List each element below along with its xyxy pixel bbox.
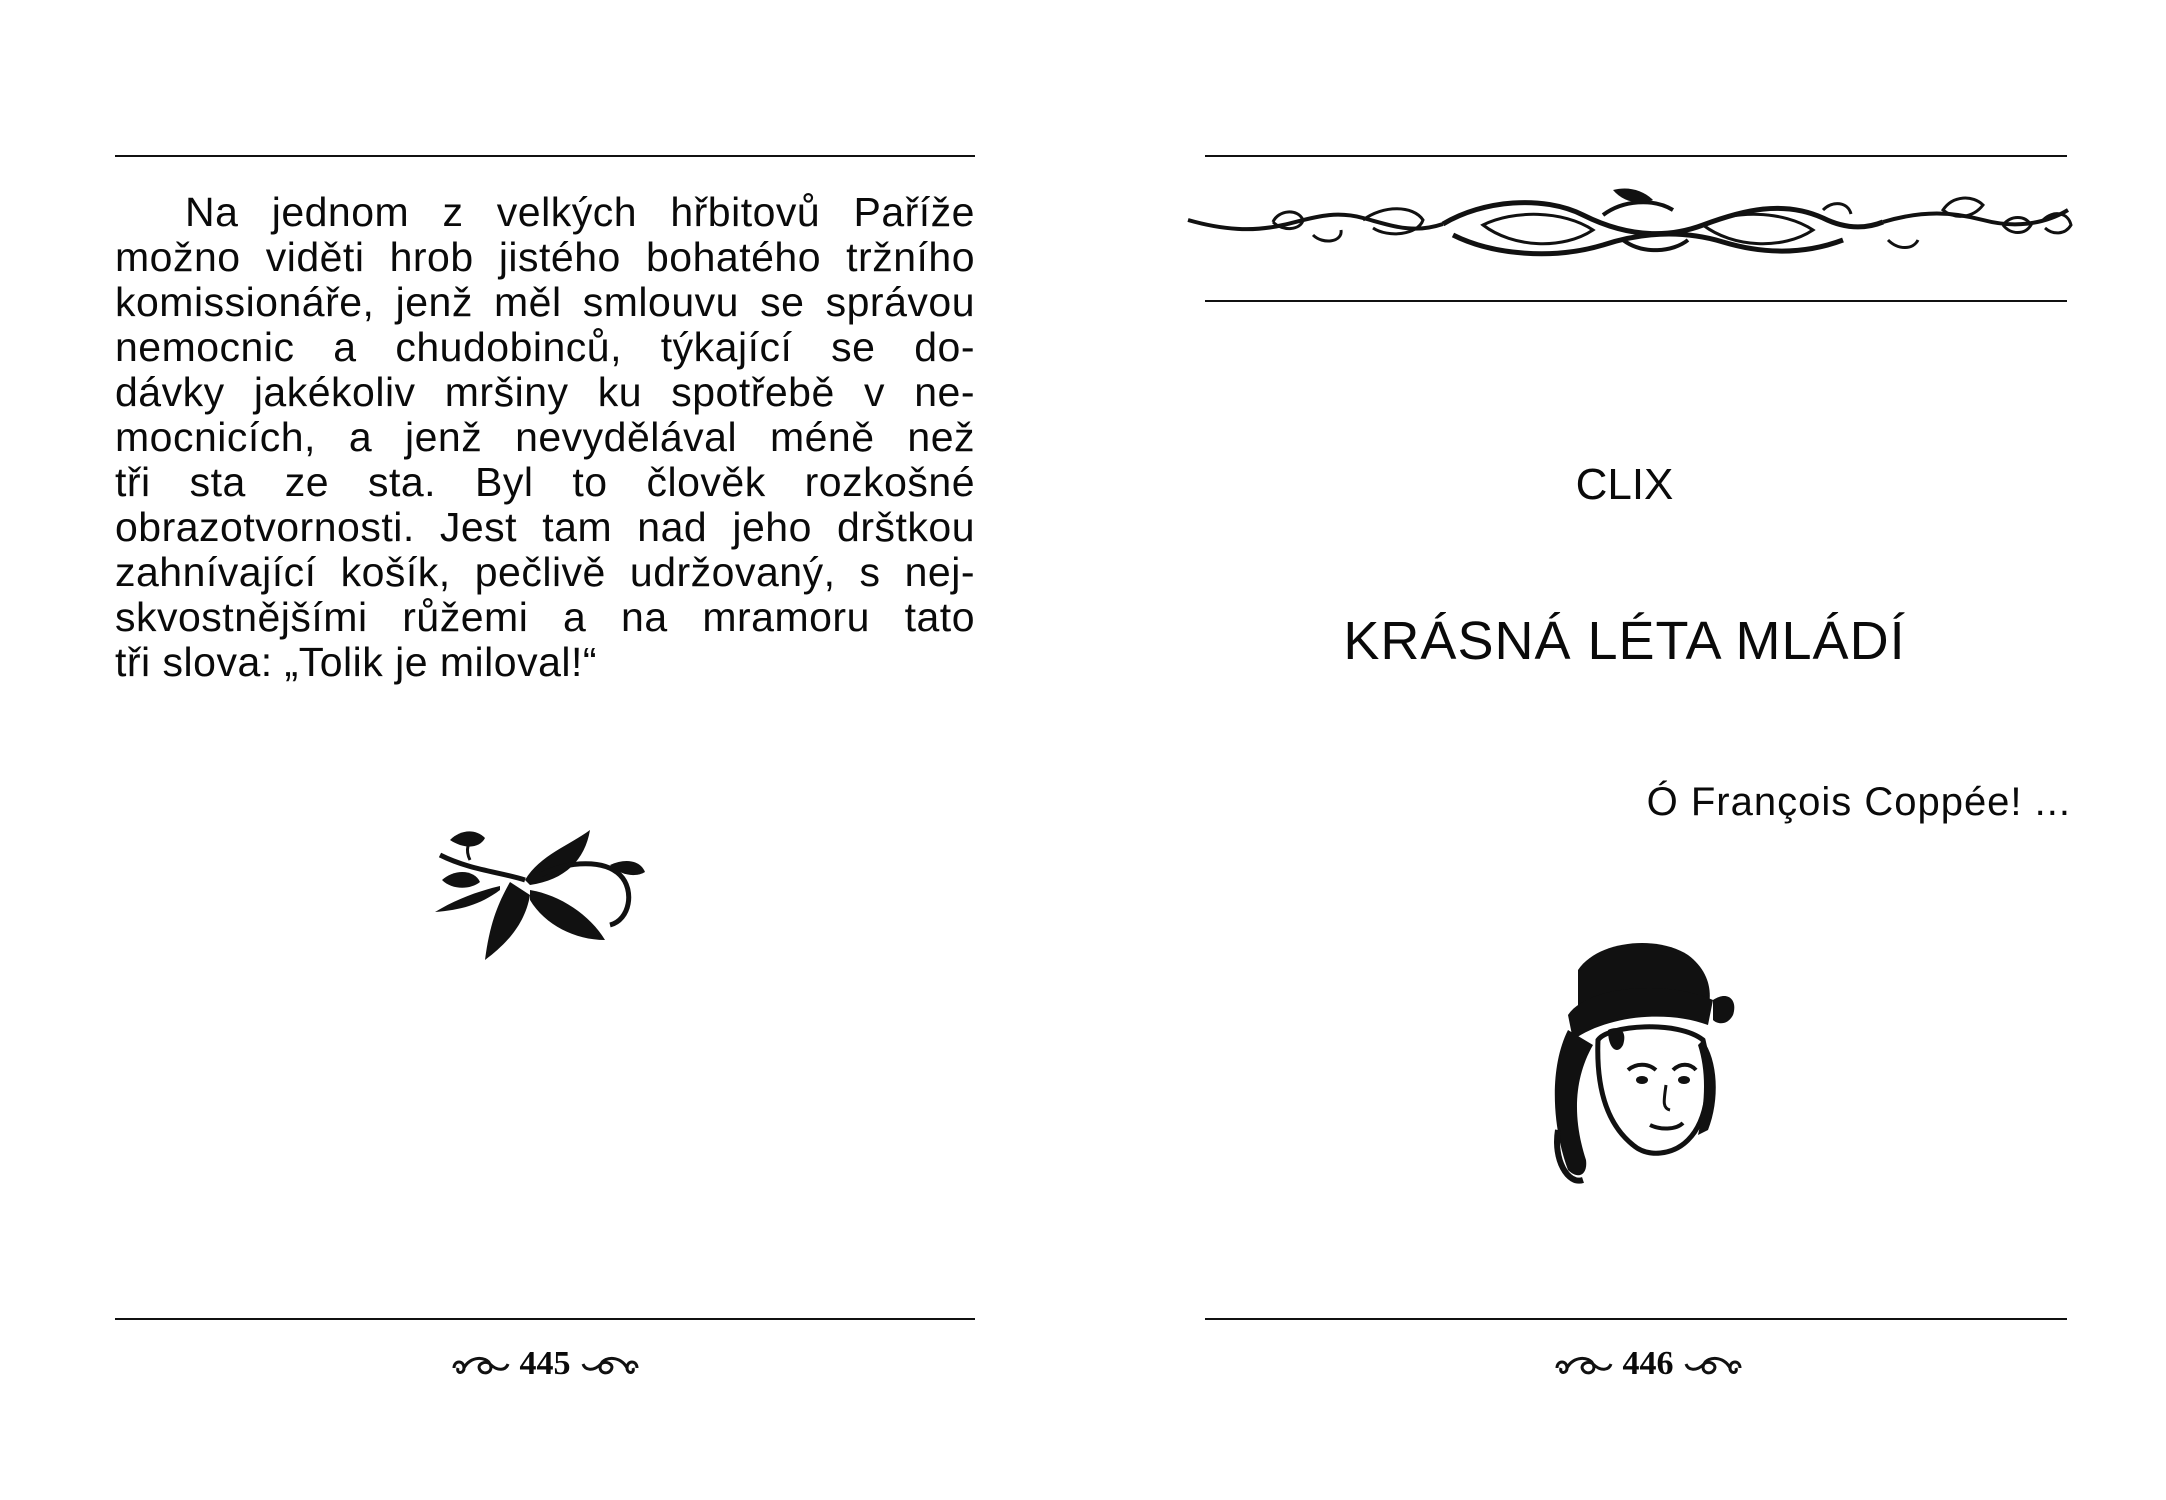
page-number: 445: [519, 1345, 571, 1382]
text-line: skvostnějšími růžemi a na mramoru tato: [115, 594, 975, 640]
art-nouveau-floral-band-icon: [1183, 180, 2083, 270]
text-line: komissionáře, jenž měl smlouvu se správou: [115, 279, 975, 325]
text-line: obrazotvornosti. Jest tam nad jeho drštkou: [115, 504, 975, 550]
leaf-flourish-icon: [430, 820, 660, 970]
text-line: Na jednom z velkých hřbitovů Paříže: [185, 189, 975, 235]
body-text: [115, 190, 975, 685]
page-number-footer: [1498, 1345, 1798, 1383]
scroll-ornament-right-icon: [1684, 1350, 1744, 1378]
top-rule: [115, 155, 975, 157]
header-rule-bottom: [1205, 300, 2067, 302]
dedication: Ó François Coppée! ...: [1646, 780, 2071, 824]
header-rule-top: [1205, 155, 2067, 157]
text-line: možno viděti hrob jistého bohatého tržního: [115, 234, 975, 280]
bottom-rule: [115, 1318, 975, 1320]
text-line: tři slova: „Tolik je miloval!“: [115, 639, 598, 685]
text-line: zahnívající košík, pečlivě udržovaný, s nej-: [115, 549, 975, 595]
text-line: mocnicích, a jenž nevydělával méně než: [115, 414, 975, 460]
right-page: [1083, 0, 2166, 1500]
woman-head-vignette-icon: [1538, 930, 1738, 1190]
scroll-ornament-left-icon: [450, 1350, 510, 1378]
scroll-ornament-right-icon: [581, 1350, 641, 1378]
page-number: 446: [1622, 1345, 1674, 1382]
page-number-footer: [395, 1345, 695, 1383]
text-line: dávky jakékoliv mršiny ku spotřebě v ne-: [115, 369, 975, 415]
text-line: tři sta ze sta. Byl to člověk rozkošné: [115, 459, 975, 505]
chapter-number: CLIX: [1575, 460, 1674, 509]
scroll-ornament-left-icon: [1553, 1350, 1613, 1378]
bottom-rule: [1205, 1318, 2067, 1320]
text-line: nemocnic a chudobinců, týkající se do-: [115, 324, 975, 370]
chapter-title: KRÁSNÁ LÉTA MLÁDÍ: [1343, 611, 1906, 671]
